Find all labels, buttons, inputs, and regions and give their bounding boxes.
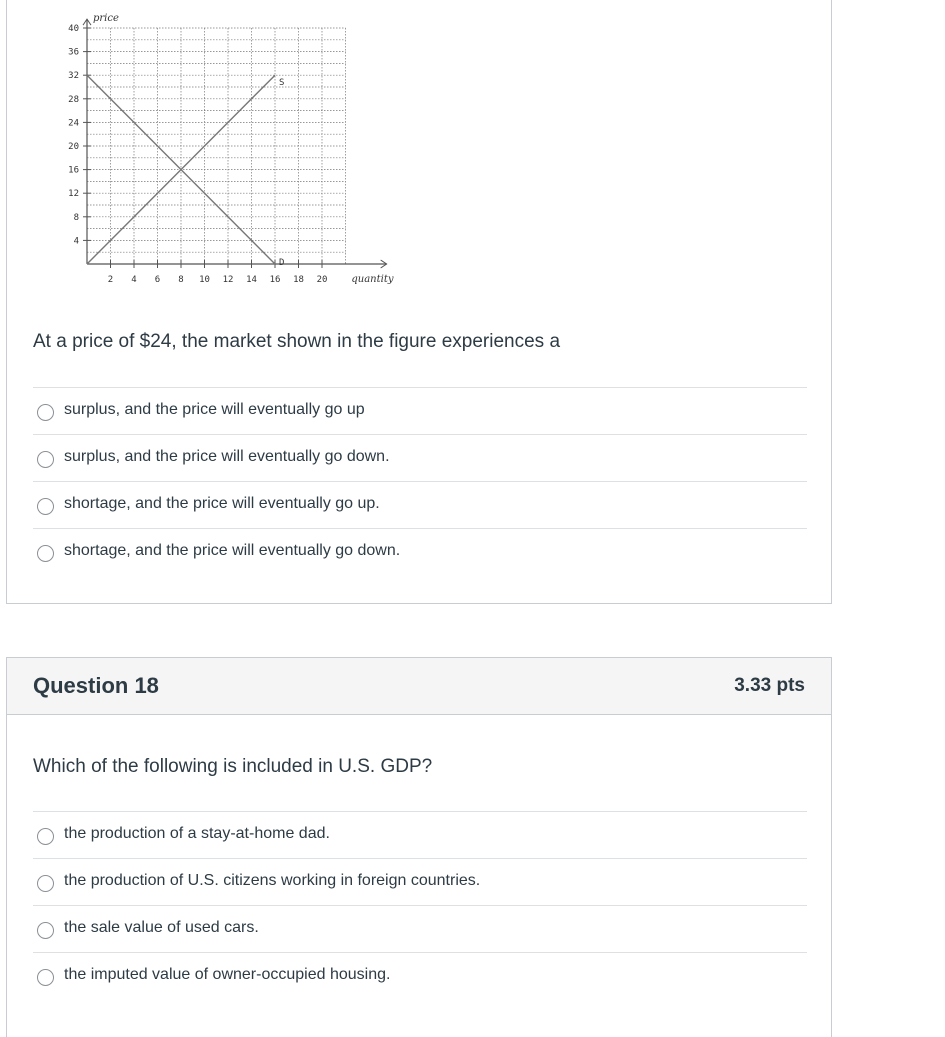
y-tick-label: 16	[68, 165, 79, 176]
question-18-answers	[33, 811, 807, 999]
radio-button[interactable]	[37, 404, 54, 421]
answer-label[interactable]: the production of U.S. citizens working in foreign countries.	[64, 872, 481, 889]
answer-label[interactable]: surplus, and the price will eventually go down.	[64, 448, 390, 465]
question-17-answers	[33, 387, 807, 575]
question-18-text: Which of the following is included in U.S. GDP?	[33, 756, 433, 777]
series-label-S: S	[279, 78, 285, 89]
chart-labels	[68, 13, 394, 285]
answer-option[interactable]	[33, 952, 807, 999]
x-tick-label: 10	[199, 275, 210, 285]
x-axis-label: quantity	[351, 274, 394, 285]
y-tick-label: 8	[73, 212, 79, 223]
answer-option[interactable]	[33, 481, 807, 528]
answer-option[interactable]	[33, 434, 807, 481]
x-tick-label: 18	[293, 275, 304, 285]
answer-label[interactable]: shortage, and the price will eventually go up.	[64, 495, 380, 512]
answer-label[interactable]: the imputed value of owner-occupied housing.	[64, 966, 391, 983]
x-tick-label: 4	[131, 275, 137, 285]
answer-option[interactable]	[33, 387, 807, 434]
x-tick-label: 14	[246, 275, 257, 285]
y-tick-label: 12	[68, 189, 79, 200]
answer-label[interactable]: shortage, and the price will eventually go down.	[64, 542, 401, 559]
supply-demand-chart	[57, 8, 397, 298]
answer-option[interactable]	[33, 905, 807, 952]
question-17-card	[6, 0, 832, 604]
radio-button[interactable]	[37, 451, 54, 468]
answer-option[interactable]	[33, 811, 807, 858]
y-tick-label: 28	[68, 94, 79, 105]
x-tick-label: 6	[154, 275, 161, 285]
radio-button[interactable]	[37, 545, 54, 562]
x-tick-label: 8	[178, 275, 184, 285]
radio-button[interactable]	[37, 828, 54, 845]
y-tick-label: 20	[68, 142, 79, 152]
radio-button[interactable]	[37, 498, 54, 515]
question-18-card	[6, 657, 832, 1037]
answer-label[interactable]: surplus, and the price will eventually go up	[64, 401, 365, 418]
answer-option[interactable]	[33, 858, 807, 905]
y-tick-label: 24	[68, 118, 79, 129]
radio-button[interactable]	[37, 969, 54, 986]
y-tick-label: 36	[68, 47, 79, 58]
y-tick-label: 4	[73, 236, 79, 247]
y-axis-label: price	[93, 13, 119, 25]
x-tick-label: 16	[269, 275, 281, 285]
chart-grid	[87, 28, 346, 264]
radio-button[interactable]	[37, 922, 54, 939]
question-17-text: At a price of $24, the market shown in the figure experiences a	[33, 331, 561, 352]
answer-label[interactable]: the sale value of used cars.	[64, 919, 259, 936]
answer-label[interactable]: the production of a stay-at-home dad.	[64, 825, 330, 842]
chart-axes	[83, 19, 387, 268]
x-tick-label: 12	[222, 275, 234, 285]
question-header	[7, 658, 831, 715]
answer-option[interactable]	[33, 528, 807, 575]
question-points: 3.33 pts	[734, 675, 805, 696]
series-label-D: D	[279, 258, 285, 268]
question-title: Question 18	[33, 673, 159, 698]
x-tick-label: 20	[316, 275, 328, 285]
y-tick-label: 40	[68, 24, 79, 34]
y-tick-label: 32	[68, 71, 79, 82]
x-tick-label: 2	[107, 275, 114, 285]
radio-button[interactable]	[37, 875, 54, 892]
